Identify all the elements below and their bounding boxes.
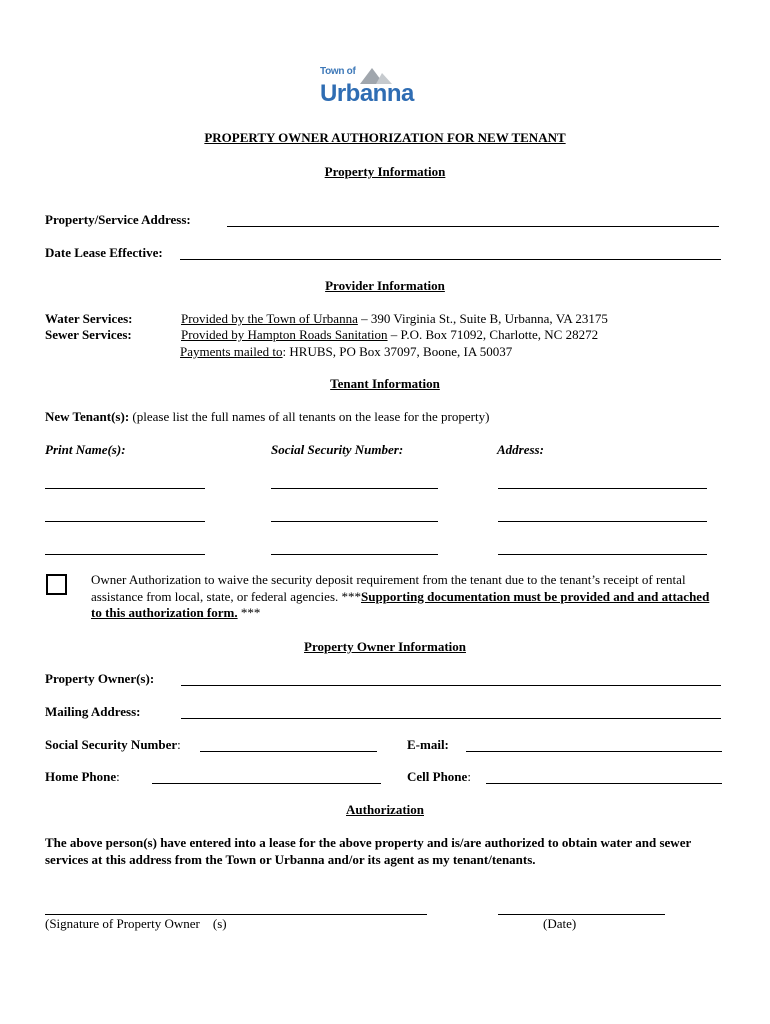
- waive-deposit-checkbox[interactable]: [46, 574, 67, 595]
- tenant-info-heading: Tenant Information: [330, 376, 440, 391]
- property-info-heading: Property Information: [324, 164, 446, 179]
- home-phone-line: [45, 769, 120, 785]
- payments-link: Payments mailed to: [180, 344, 283, 359]
- tenant-address-field[interactable]: [498, 488, 707, 489]
- tenant-ssn-field[interactable]: [271, 488, 438, 489]
- tenant-address-field[interactable]: [498, 554, 707, 555]
- tenant-ssn-field[interactable]: [271, 554, 438, 555]
- water-provider-address: – 390 Virginia St., Suite B, Urbanna, VA 23175: [357, 311, 608, 326]
- owners-label: Property Owner(s):: [45, 671, 155, 686]
- tenant-name-field[interactable]: [45, 554, 205, 555]
- date-field[interactable]: [498, 914, 665, 915]
- col-name-header: Print Name(s):: [45, 442, 126, 457]
- waive-deposit-description: Owner Authorization to waive the security deposit requirement from the tenant due to the tenant’s receipt of rental assistance from local, state, or federal agencies. ***: [91, 572, 686, 604]
- home-phone-label: Home Phone: [45, 769, 117, 784]
- date-caption: (Date): [543, 916, 577, 931]
- page-title: PROPERTY OWNER AUTHORIZATION FOR NEW TENANT: [204, 130, 566, 145]
- cell-phone-colon: :: [467, 769, 471, 784]
- col-address-header: Address:: [497, 442, 544, 457]
- owner-ssn-field[interactable]: [200, 751, 377, 752]
- logo-line2: Urbanna: [320, 80, 414, 107]
- payments-address: : HRUBS, PO Box 37097, Boone, IA 50037: [282, 344, 513, 359]
- provider-info-heading: Provider Information: [325, 278, 445, 293]
- supporting-docs-note: Supporting documentation must be provided and and attached to this authorization form.: [91, 588, 710, 620]
- owner-info-heading: Property Owner Information: [304, 639, 466, 654]
- home-phone-colon: :: [116, 769, 120, 784]
- cell-phone-label: Cell Phone: [407, 769, 468, 784]
- sewer-label: Sewer Services:: [45, 327, 132, 342]
- water-label: Water Services:: [45, 311, 133, 326]
- waive-deposit-text: [91, 572, 721, 622]
- cell-phone-line: [407, 769, 471, 785]
- address-label: Property/Service Address:: [45, 212, 191, 227]
- authorization-statement: The above person(s) have entered into a lease for the above property and is/are authorized to obtain water and sewer services at this address from the Town or Urbanna and/or its agent as my tenant/tenants.: [45, 835, 691, 867]
- mailing-address-field[interactable]: [181, 718, 721, 719]
- tenant-ssn-field[interactable]: [271, 521, 438, 522]
- owner-ssn-label: Social Security Number: [45, 737, 178, 752]
- waive-deposit-suffix: ***: [237, 605, 261, 620]
- email-field[interactable]: [466, 751, 722, 752]
- cell-phone-field[interactable]: [486, 783, 722, 784]
- owner-ssn-colon: :: [177, 737, 181, 752]
- signature-field[interactable]: [45, 914, 427, 915]
- new-tenants-label: New Tenant(s):: [45, 409, 130, 424]
- owners-field[interactable]: [181, 685, 721, 686]
- sewer-provider-address: – P.O. Box 71092, Charlotte, NC 28272: [387, 327, 599, 342]
- water-provider-link: Provided by the Town of Urbanna: [181, 311, 358, 326]
- lease-date-field[interactable]: [180, 259, 721, 260]
- tenant-name-field[interactable]: [45, 488, 205, 489]
- authorization-heading: Authorization: [346, 802, 424, 817]
- address-field[interactable]: [227, 226, 719, 227]
- mailing-address-label: Mailing Address:: [45, 704, 141, 719]
- signature-caption: (Signature of Property Owner (s): [45, 916, 227, 931]
- sewer-provider-line: [181, 327, 598, 343]
- home-phone-field[interactable]: [152, 783, 381, 784]
- tenant-address-field[interactable]: [498, 521, 707, 522]
- logo-line1: Town of: [320, 66, 356, 77]
- sewer-provider-link: Provided by Hampton Roads Sanitation: [181, 327, 388, 342]
- owner-ssn-line: [45, 737, 181, 753]
- lease-date-label: Date Lease Effective:: [45, 245, 163, 260]
- email-label: E-mail:: [407, 737, 449, 752]
- town-logo: [320, 66, 414, 114]
- new-tenants-note: (please list the full names of all tenants on the lease for the property): [129, 409, 490, 424]
- water-provider-line: [181, 311, 608, 327]
- col-ssn-header: Social Security Number:: [271, 442, 404, 457]
- payments-line: [180, 344, 512, 360]
- new-tenants-line: [45, 409, 489, 425]
- tenant-name-field[interactable]: [45, 521, 205, 522]
